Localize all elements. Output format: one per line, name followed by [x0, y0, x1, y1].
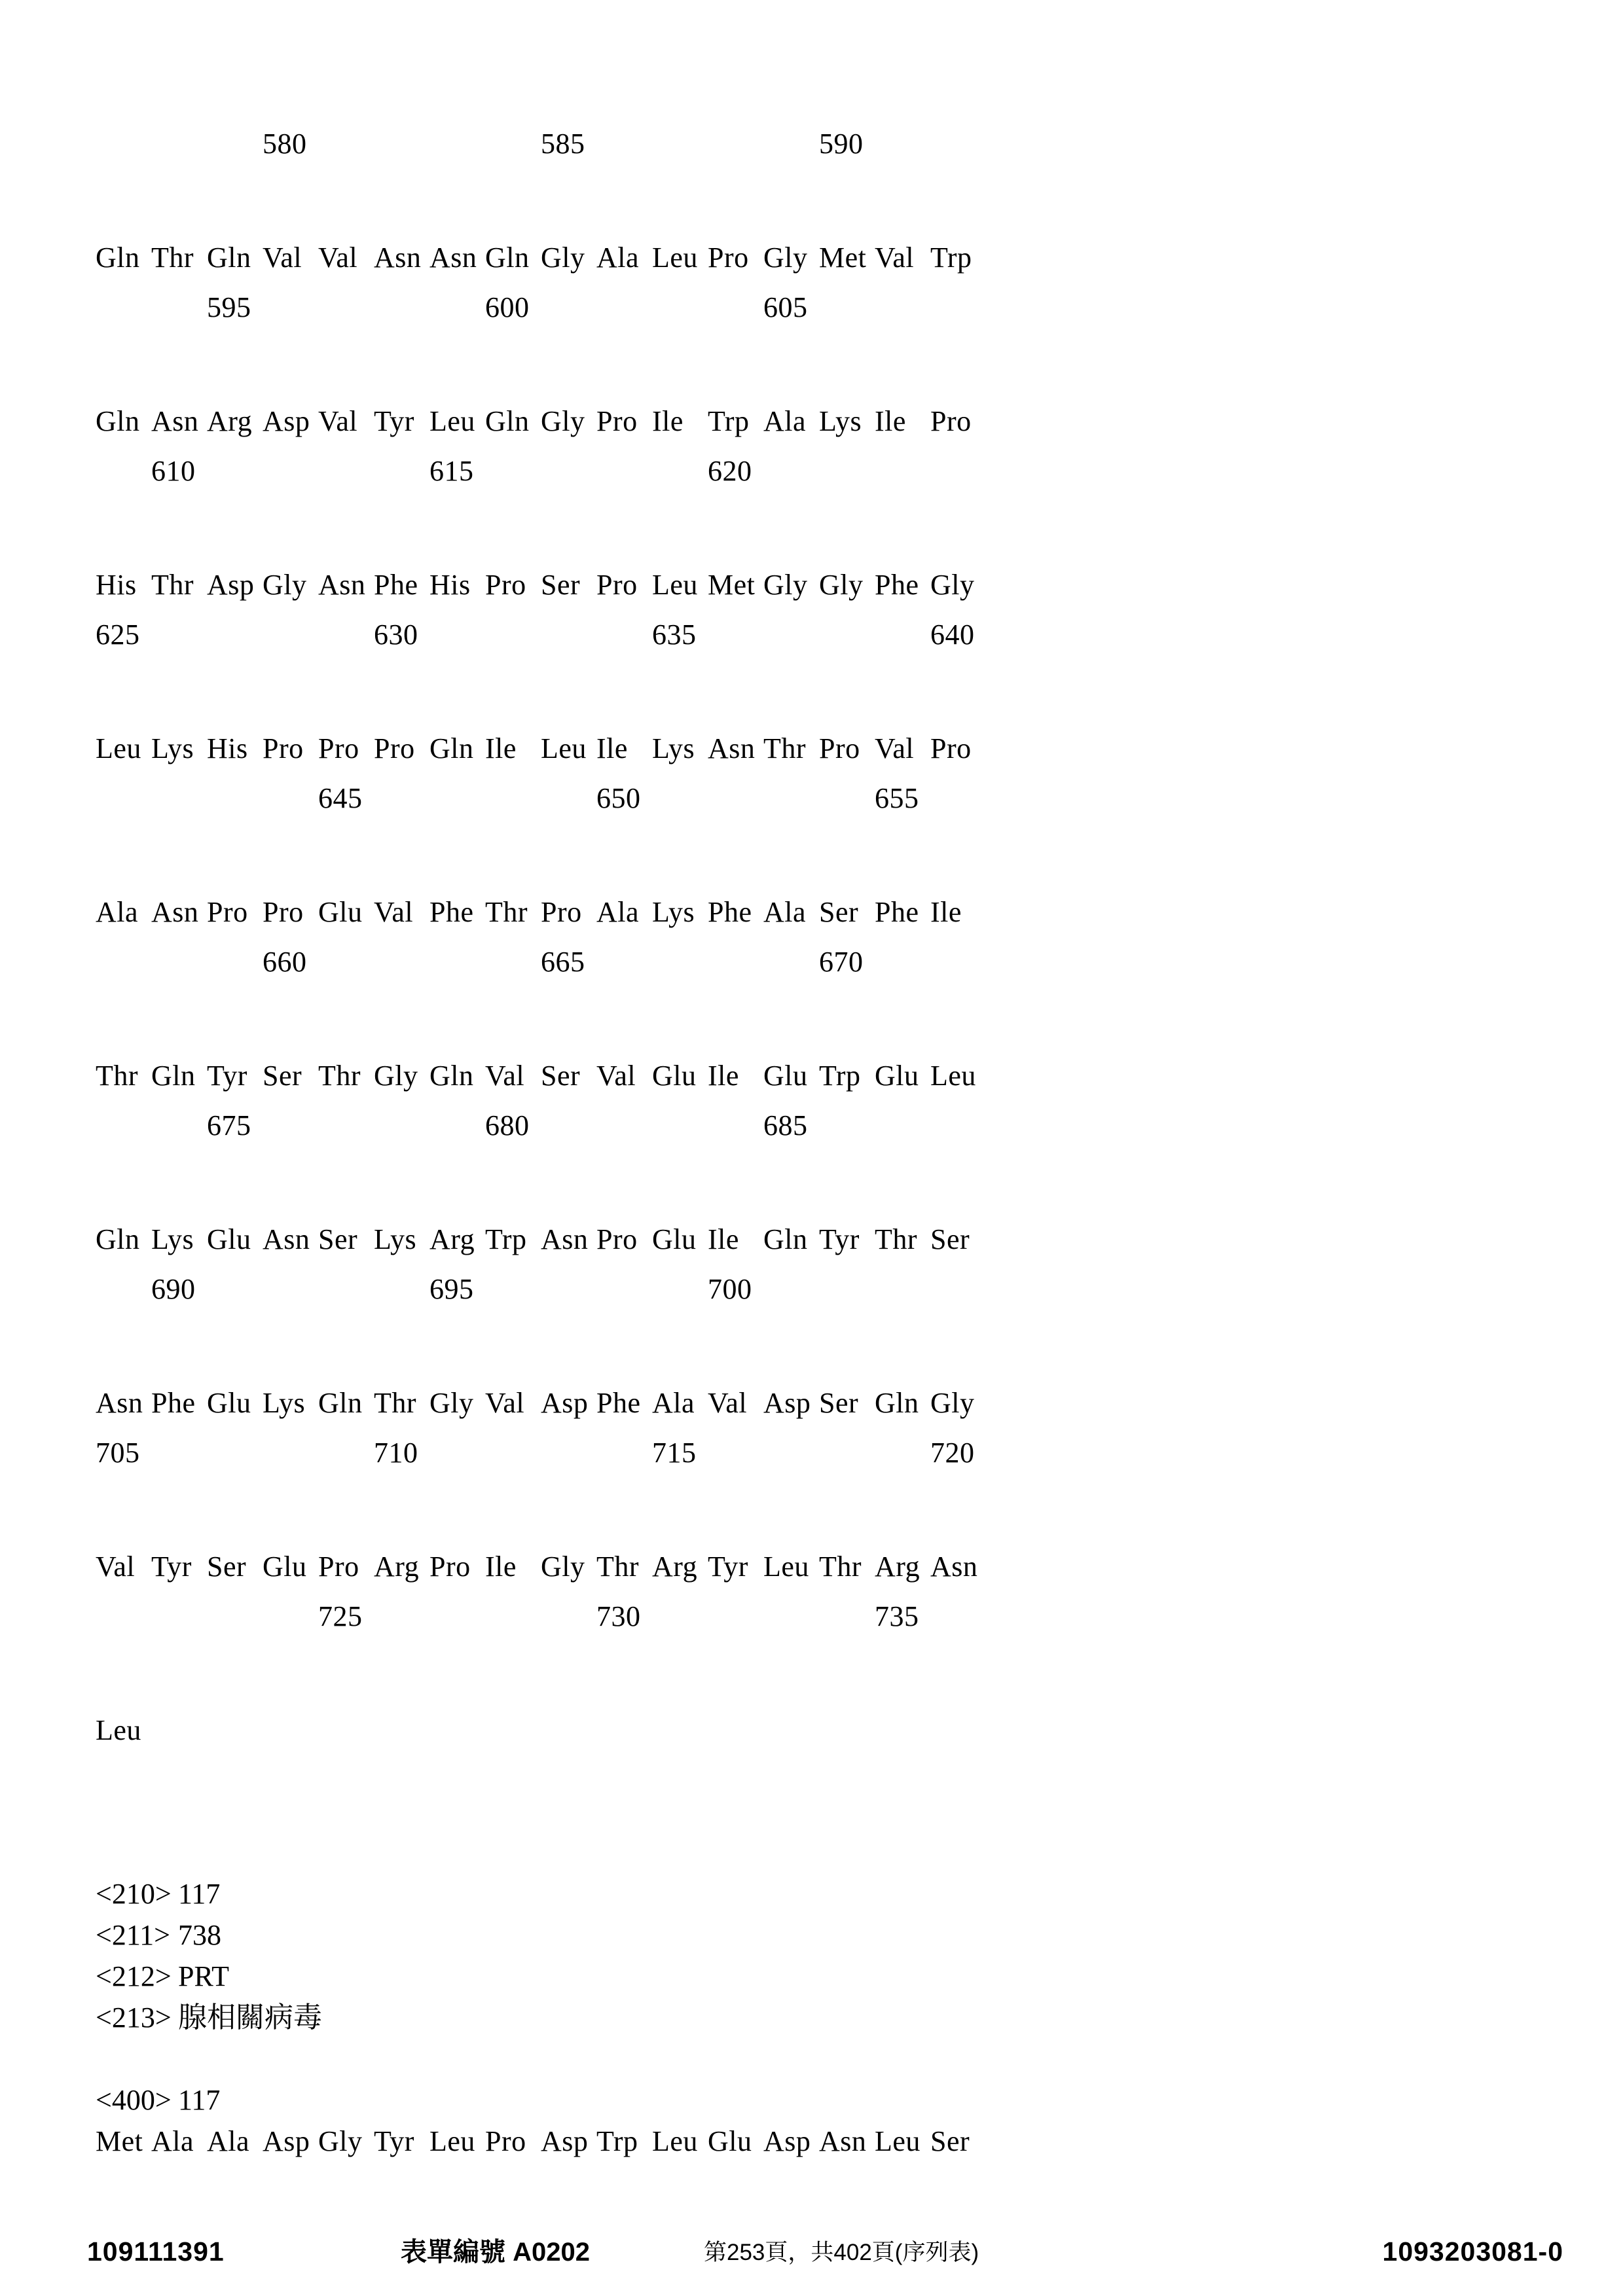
residue: Leu: [96, 1714, 141, 1746]
residue: Pro: [930, 732, 972, 764]
residue: Gln: [485, 405, 530, 437]
residue: Val: [875, 242, 915, 274]
residue: Phe: [875, 896, 919, 928]
residue: His: [429, 569, 471, 601]
residue: Glu: [875, 1060, 919, 1092]
residue: Gly: [429, 1387, 474, 1419]
residue: Arg: [652, 1551, 698, 1583]
residue: Lys: [652, 896, 695, 928]
residue: Ile: [596, 732, 628, 764]
residue: Val: [708, 1387, 748, 1419]
residue: Val: [374, 896, 414, 928]
residue: Gln: [485, 242, 530, 274]
position-number: 710: [374, 1437, 418, 1469]
residue: Thr: [374, 1387, 417, 1419]
residue: Asn: [151, 896, 199, 928]
position-number: 595: [207, 291, 251, 323]
residue: Pro: [596, 1223, 638, 1255]
meta-tag: <211>: [96, 1919, 170, 1951]
position-number: 705: [96, 1437, 140, 1469]
meta-line-213: [0, 2003, 1623, 2036]
residue: Glu: [207, 1387, 251, 1419]
residue: Gln: [96, 1223, 140, 1255]
position-number: 660: [263, 946, 307, 978]
residue: Lys: [652, 732, 695, 764]
residue: Arg: [875, 1551, 921, 1583]
residue: Pro: [708, 242, 749, 274]
meta-line-400: [0, 2086, 1623, 2119]
residue: Ala: [96, 896, 139, 928]
residue: Ala: [763, 405, 807, 437]
residue: Trp: [708, 405, 750, 437]
residue: Ile: [930, 896, 962, 928]
residue: Ala: [763, 896, 807, 928]
meta-tag: <210>: [96, 1878, 172, 1910]
residue: Ala: [207, 2125, 250, 2157]
residue: Arg: [207, 405, 253, 437]
residue: Leu: [875, 2125, 921, 2157]
residue: Asn: [151, 405, 199, 437]
residue: Glu: [263, 1551, 307, 1583]
meta-line-212: [0, 1962, 1623, 1995]
residue: Asn: [930, 1551, 978, 1583]
residue: Ala: [151, 2125, 194, 2157]
position-number: 605: [763, 291, 808, 323]
residue: Glu: [763, 1060, 808, 1092]
residue: Asn: [708, 732, 756, 764]
residue: Leu: [429, 2125, 475, 2157]
residue: Gly: [541, 242, 585, 274]
residue: Pro: [596, 569, 638, 601]
position-number: 585: [541, 128, 585, 160]
residue: Phe: [429, 896, 474, 928]
residue: Gly: [763, 242, 808, 274]
residue: Asp: [263, 405, 310, 437]
residue: Asp: [541, 1387, 589, 1419]
residue: Asn: [318, 569, 366, 601]
position-number: 590: [819, 128, 864, 160]
position-number: 625: [96, 619, 140, 651]
residue: Pro: [541, 896, 582, 928]
position-number: 655: [875, 782, 919, 814]
residue: Val: [318, 405, 358, 437]
residue: Glu: [708, 2125, 752, 2157]
position-number: 600: [485, 291, 530, 323]
residue: Pro: [263, 732, 304, 764]
residue: Leu: [652, 2125, 698, 2157]
position-number: 650: [596, 782, 641, 814]
residue: Gly: [541, 1551, 585, 1583]
residue: Thr: [151, 569, 194, 601]
residue: Glu: [652, 1223, 697, 1255]
position-number: 690: [151, 1273, 196, 1305]
residue: Glu: [652, 1060, 697, 1092]
residue: Ser: [541, 569, 581, 601]
residue: Asn: [96, 1387, 143, 1419]
residue: Ser: [819, 896, 859, 928]
residue: Pro: [374, 732, 415, 764]
residue: Lys: [151, 1223, 194, 1255]
residue: Val: [485, 1387, 525, 1419]
residue: Pro: [930, 405, 972, 437]
residue: Phe: [875, 569, 919, 601]
meta-tag: <213>: [96, 2001, 172, 2034]
residue: Ala: [596, 896, 640, 928]
residue: Pro: [596, 405, 638, 437]
position-number: 685: [763, 1109, 808, 1141]
residue: Asp: [207, 569, 255, 601]
residue: Lys: [151, 732, 194, 764]
residue: Asn: [263, 1223, 310, 1255]
residue: Ser: [930, 2125, 970, 2157]
residue: Arg: [374, 1551, 420, 1583]
residue: Asn: [541, 1223, 589, 1255]
position-number: 725: [318, 1600, 363, 1632]
residue: Gly: [541, 405, 585, 437]
residue: Pro: [429, 1551, 471, 1583]
residue: Ile: [485, 732, 517, 764]
residue: Gln: [207, 242, 251, 274]
position-number: 675: [207, 1109, 251, 1141]
residue: Ser: [819, 1387, 859, 1419]
residue: Pro: [263, 896, 304, 928]
residue: Met: [96, 2125, 143, 2157]
residue: Tyr: [207, 1060, 247, 1092]
residue: Gln: [96, 405, 140, 437]
residue: Ser: [263, 1060, 302, 1092]
residue: Pro: [207, 896, 248, 928]
residue: Leu: [541, 732, 587, 764]
residue: Gly: [263, 569, 307, 601]
residue: Ile: [485, 1551, 517, 1583]
residue: Ser: [207, 1551, 247, 1583]
residue: Glu: [207, 1223, 251, 1255]
residue: Asn: [819, 2125, 867, 2157]
residue: Asp: [541, 2125, 589, 2157]
position-number: 615: [429, 455, 474, 487]
meta-value: 117: [178, 1878, 221, 1910]
residue: Gln: [429, 1060, 474, 1092]
meta-line-211: [0, 1921, 1623, 1954]
residue: Trp: [596, 2125, 638, 2157]
position-number: 610: [151, 455, 196, 487]
residue: Ile: [708, 1060, 739, 1092]
residue: Val: [96, 1551, 136, 1583]
meta-value: 738: [178, 1919, 221, 1951]
position-number: 720: [930, 1437, 975, 1469]
residue: Ile: [708, 1223, 739, 1255]
footer-application-number: 109111391: [87, 2236, 225, 2267]
residue: Phe: [374, 569, 418, 601]
residue: Tyr: [819, 1223, 860, 1255]
residue: Val: [875, 732, 915, 764]
position-number: 680: [485, 1109, 530, 1141]
position-number: 730: [596, 1600, 641, 1632]
residue: Thr: [318, 1060, 361, 1092]
meta-value: PRT: [178, 1960, 230, 1992]
residue: Phe: [151, 1387, 196, 1419]
residue: Ser: [318, 1223, 358, 1255]
residue: Gln: [763, 1223, 808, 1255]
residue: Trp: [930, 242, 972, 274]
residue: His: [96, 569, 137, 601]
residue: Leu: [652, 242, 698, 274]
position-number: 630: [374, 619, 418, 651]
residue: Leu: [652, 569, 698, 601]
position-number: 665: [541, 946, 585, 978]
footer-document-number: 1093203081-0: [1382, 2236, 1563, 2267]
residue: Thr: [485, 896, 528, 928]
residue: Tyr: [374, 405, 414, 437]
residue: Ser: [930, 1223, 970, 1255]
position-number: 580: [263, 128, 307, 160]
residue: Val: [318, 242, 358, 274]
meta-tag: <212>: [96, 1960, 172, 1992]
residue: Arg: [429, 1223, 475, 1255]
residue: Trp: [819, 1060, 861, 1092]
residue: Gly: [318, 2125, 363, 2157]
meta-line-210: [0, 1880, 1623, 1912]
footer-page-info: 第253頁，共402頁(序列表): [704, 2240, 979, 2265]
residue: Lys: [819, 405, 862, 437]
residue: Gly: [930, 569, 975, 601]
residue: Tyr: [374, 2125, 414, 2157]
position-number: 715: [652, 1437, 697, 1469]
residue: Val: [263, 242, 302, 274]
residue: Thr: [596, 1551, 640, 1583]
residue: Ile: [875, 405, 906, 437]
residue: Thr: [819, 1551, 862, 1583]
residue: Gln: [318, 1387, 363, 1419]
residue: Thr: [875, 1223, 918, 1255]
meta-value: 腺相關病毒: [178, 2001, 322, 2034]
residue: Ala: [652, 1387, 695, 1419]
position-number: 670: [819, 946, 864, 978]
residue: Glu: [318, 896, 363, 928]
residue: Gly: [763, 569, 808, 601]
residue: Val: [485, 1060, 525, 1092]
meta-value: 117: [178, 2084, 221, 2116]
residue: Gly: [374, 1060, 418, 1092]
residue: Pro: [318, 1551, 359, 1583]
position-number: 635: [652, 619, 697, 651]
position-number: 700: [708, 1273, 752, 1305]
residue: Leu: [930, 1060, 976, 1092]
meta-tag: <400>: [96, 2084, 172, 2116]
residue: Gln: [875, 1387, 919, 1419]
residue: Asn: [374, 242, 422, 274]
position-number: 735: [875, 1600, 919, 1632]
residue: Asn: [429, 242, 477, 274]
residue: Thr: [151, 242, 194, 274]
residue: Thr: [96, 1060, 139, 1092]
residue: Ala: [596, 242, 640, 274]
residue: Tyr: [151, 1551, 192, 1583]
residue: Thr: [763, 732, 807, 764]
residue: Gln: [429, 732, 474, 764]
position-number: 620: [708, 455, 752, 487]
residue: Asp: [263, 2125, 310, 2157]
residue: Lys: [263, 1387, 306, 1419]
residue: Met: [708, 569, 756, 601]
residue: Phe: [708, 896, 752, 928]
residue: Pro: [485, 569, 526, 601]
footer-form-number: 表單編號 A0202: [401, 2238, 590, 2267]
residue: Leu: [96, 732, 141, 764]
residue: Asp: [763, 1387, 811, 1419]
residue: Tyr: [708, 1551, 748, 1583]
residue: Val: [596, 1060, 636, 1092]
residue: Phe: [596, 1387, 641, 1419]
residue: Pro: [318, 732, 359, 764]
residue: Gln: [96, 242, 140, 274]
position-number: 640: [930, 619, 975, 651]
residue: Gln: [151, 1060, 196, 1092]
residue: Leu: [763, 1551, 809, 1583]
residue: Ser: [541, 1060, 581, 1092]
residue: Asp: [763, 2125, 811, 2157]
residue: Lys: [374, 1223, 417, 1255]
residue: Trp: [485, 1223, 527, 1255]
residue: Pro: [819, 732, 860, 764]
residue: Gly: [930, 1387, 975, 1419]
position-number: 645: [318, 782, 363, 814]
residue: Gly: [819, 569, 864, 601]
residue: Met: [819, 242, 867, 274]
residue: Leu: [429, 405, 475, 437]
position-number: 695: [429, 1273, 474, 1305]
residue: His: [207, 732, 248, 764]
residue: Pro: [485, 2125, 526, 2157]
residue: Ile: [652, 405, 684, 437]
